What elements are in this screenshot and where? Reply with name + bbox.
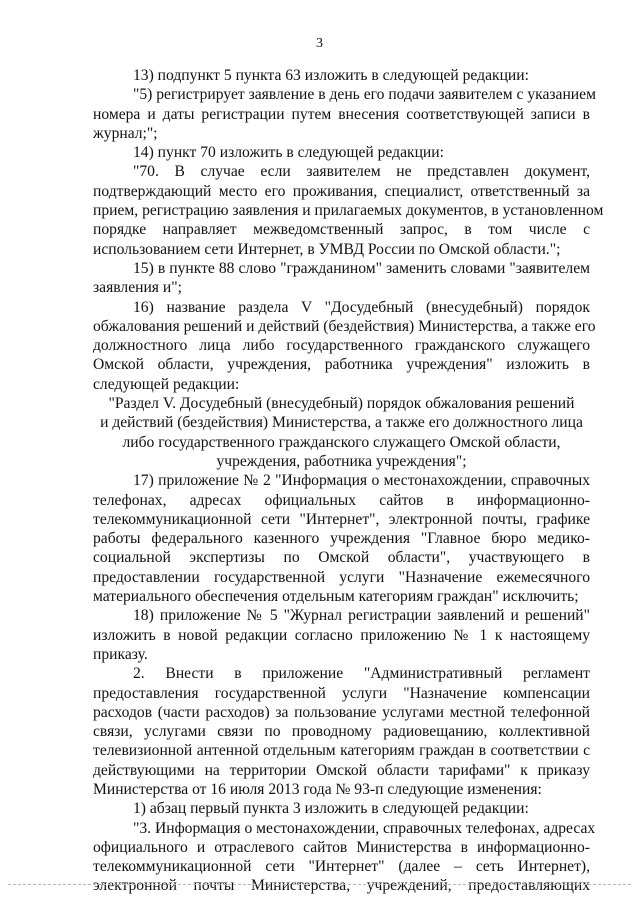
text-line: телевизионной антенной отдельным категориям граждан в соответствии с [93, 742, 590, 760]
text-line: подтверждающий место его проживания, специалист, ответственный за [93, 182, 590, 200]
text-line: 17) приложение № 2 "Информация о местонахождении, справочных [133, 472, 590, 490]
text-line: 15) в пункте 88 слово "гражданином" заменить словами "заявителем [133, 259, 590, 277]
text-line: "Раздел V. Досудебный (внесудебный) порядок обжалования решений [108, 395, 575, 413]
text-line: электронной почты Министерства, учреждений, предоставляющих [93, 877, 590, 895]
text-line: 18) приложение № 5 "Журнал регистрации заявлений и решений" [133, 607, 590, 625]
text-line: журнал;"; [93, 124, 158, 142]
text-line: порядке направляет межведомственный запрос, в том числе с [93, 221, 590, 239]
text-line: заявления и"; [93, 279, 182, 297]
text-line: и действий (бездействия) Министерства, а также его должностного лица [100, 414, 583, 432]
text-line: "70. В случае если заявителем не представлен документ, [133, 163, 590, 181]
text-line: 14) пункт 70 изложить в следующей редакции: [133, 144, 444, 162]
text-line: работы федерального казенного учреждения "Главное бюро медико- [93, 530, 590, 548]
text-line: официального и отраслевого сайтов Министерства в информационно- [93, 838, 590, 856]
scan-edge-line [8, 884, 631, 885]
text-line: 16) название раздела V "Досудебный (внесудебный) порядок [133, 298, 590, 316]
text-line: 13) подпункт 5 пункта 63 изложить в следующей редакции: [133, 67, 529, 84]
document-body [93, 66, 604, 896]
text-line: изложить в новой редакции согласно приложению № 1 к настоящему [93, 626, 590, 644]
text-line: действующими на территории Омской области тарифами" к приказу [93, 761, 590, 779]
text-line: либо государственного гражданского служащего Омской области, [122, 433, 561, 451]
text-line: следующей редакции: [93, 375, 240, 393]
text-line: приказу. [93, 645, 148, 663]
text-line: телекоммуникационной сети "Интернет" (далее – сеть Интернет), [93, 858, 590, 876]
text-line: расходов (части расходов) за пользование услугами местной телефонной [93, 703, 590, 721]
text-line: предоставлении государственной услуги "Назначение ежемесячного [93, 568, 590, 586]
text-line: материального обеспечения отдельным категориям граждан" исключить; [93, 588, 579, 606]
text-line: использованием сети Интернет, в УМВД России по Омской области."; [93, 240, 561, 258]
text-line: должностного лица либо государственного гражданского служащего [93, 337, 590, 355]
text-line: предоставления государственной услуги "Назначение компенсации [93, 684, 590, 702]
text-line: социальной экспертизы по Омской области", участвующего в [93, 549, 590, 567]
text-line: прием, регистрацию заявления и прилагаемых документов, в установленном [93, 202, 604, 220]
text-line: учреждения, работника учреждения"; [216, 452, 467, 470]
text-line: Министерства от 16 июля 2013 года № 93-п следующие изменения: [93, 780, 542, 798]
page-number: 3 [316, 36, 323, 51]
text-line: обжалования решений и действий (бездействия) Министерства, а также его [93, 317, 596, 335]
text-line: телефонах, адресах официальных сайтов в информационно- [93, 491, 590, 509]
text-line: телекоммуникационной сети "Интернет", электронной почты, графике [93, 510, 590, 528]
text-line: 2. Внести в приложение "Административный регламент [133, 665, 590, 683]
text-line: Омской области, учреждения, работника учреждения" изложить в [93, 356, 590, 374]
text-line: связи, услугами связи по проводному радиовещанию, коллективной [93, 723, 590, 741]
text-line: 1) абзац первый пункта 3 изложить в следующей редакции: [133, 800, 529, 818]
text-line: "5) регистрирует заявление в день его подачи заявителем с указанием [133, 86, 596, 104]
text-line: "3. Информация о местонахождении, справочных телефонах, адресах [133, 819, 596, 837]
text-line: номера и даты регистрации путем внесения соответствующей записи в [93, 105, 590, 123]
